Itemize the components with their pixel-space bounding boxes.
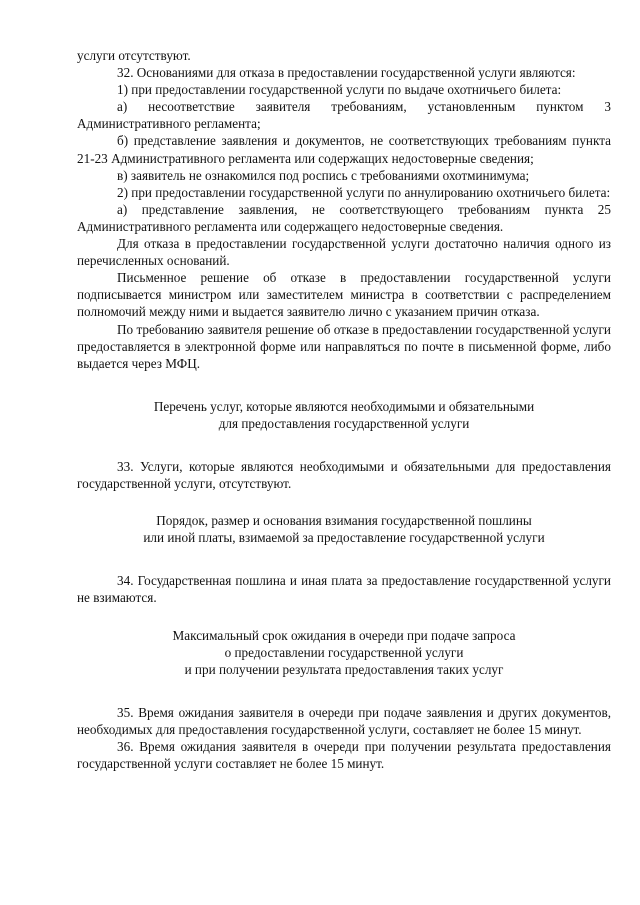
paragraph-refusal-sufficiency: Для отказа в предоставлении государственной услуги достаточно наличия одного из перечисленных оснований. [77, 236, 611, 269]
paragraph-33: 33. Услуги, которые являются необходимыми и обязательными для предоставления государственной услуги, отсутствуют. [77, 458, 611, 492]
paragraph-32-1-a: а) несоответствие заявителя требованиям, установленным пунктом 3 Административного регламента; [77, 99, 611, 132]
paragraph-35: 35. Время ожидания заявителя в очереди при подаче заявления и других документов, необходимых для предоставления государственной услуги, составляет не более 15 минут. [77, 704, 611, 737]
heading-line: Перечень услуг, которые являются необходимыми и обязательными [153, 398, 535, 414]
heading-line: Порядок, размер и основания взимания государственной пошлины [156, 513, 532, 529]
paragraph-32-2-a: а) представление заявления, не соответствующего требованиям пункта 25 Административного регламента или содержащего недостоверные сведения. [77, 201, 611, 234]
paragraph-decision-delivery: По требованию заявителя решение об отказе в предоставлении государственной услуги предоставляется в электронной форме или направляться по почте в письменной форме, либо выдается через МФЦ. [77, 321, 611, 371]
paragraph-32-1-b: б) представление заявления и документов, не соответствующих требованиям пункта 21-23 Административного регламента или содержащих недостоверные сведения; [77, 133, 611, 166]
paragraph-36: 36. Время ожидания заявителя в очереди при получении результата предоставления государственной услуги составляет не более 15 минут. [77, 739, 611, 772]
section-heading-waiting-time [77, 627, 611, 678]
paragraph-written-decision: Письменное решение об отказе в предоставлении государственной услуги подписывается министром или заместителем министра в соответствии с распределением полномочий между ними и выдается заявителю лично с указанием причин отказа. [77, 270, 611, 320]
heading-line: или иной платы, взимаемой за предоставление государственной услуги [143, 530, 545, 546]
paragraph-32-1-v: в) заявитель не ознакомился под роспись с требованиями охотминимума; [117, 167, 530, 183]
paragraph-34: 34. Государственная пошлина и иная плата за предоставление государственной услуги не взимаются. [77, 573, 611, 606]
heading-line: для предоставления государственной услуги [218, 415, 470, 431]
heading-line: о предоставлении государственной услуги [224, 644, 464, 660]
paragraph-32: 32. Основаниями для отказа в предоставлении государственной услуги являются: [117, 65, 576, 81]
paragraph-32-2: 2) при предоставлении государственной услуги по аннулированию охотничьего билета: [117, 184, 611, 200]
paragraph-32-1: 1) при предоставлении государственной услуги по выдаче охотничьего билета: [117, 82, 562, 98]
section-heading-fees [77, 512, 611, 546]
heading-line: и при получении результата предоставления таких услуг [184, 661, 504, 677]
section-heading-required-services [77, 398, 611, 432]
paragraph-continuation: услуги отсутствуют. [77, 48, 191, 63]
heading-line: Максимальный срок ожидания в очереди при подаче запроса [172, 627, 516, 643]
